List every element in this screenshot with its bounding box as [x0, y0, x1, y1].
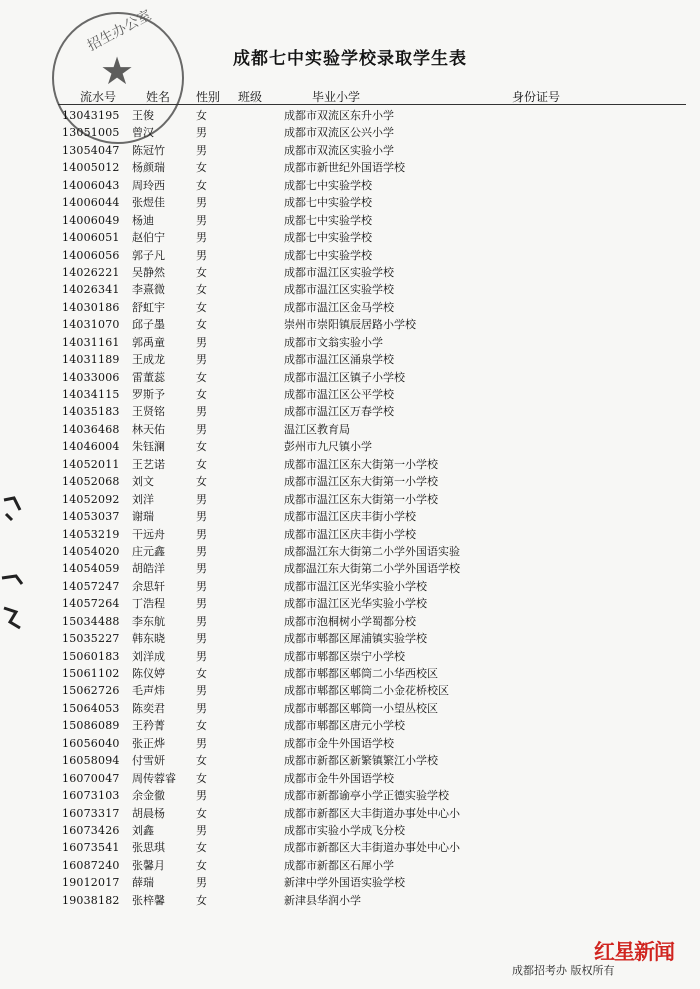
cell-name: 王矜菁 [132, 719, 165, 733]
table-row [0, 752, 700, 769]
cell-gender: 女 [196, 388, 207, 401]
cell-id: 19012017 [62, 876, 120, 890]
cell-school: 成都七中实验学校 [284, 178, 372, 192]
cell-gender: 男 [196, 422, 207, 436]
cell-name: 谢瑞 [132, 510, 154, 524]
cell-gender: 男 [196, 876, 207, 890]
table-row [0, 421, 700, 438]
cell-school: 成都市双流区实验小学 [284, 143, 394, 157]
cell-name: 王俊 [132, 109, 154, 122]
cell-id: 14006049 [62, 213, 120, 227]
table-row [0, 717, 700, 734]
cell-id: 13051005 [62, 126, 120, 140]
cell-gender: 男 [196, 597, 207, 611]
cell-id: 19038182 [62, 893, 120, 907]
cell-id: 14006044 [62, 196, 120, 210]
cell-school: 成都七中实验学校 [284, 196, 372, 210]
table-row [0, 508, 700, 525]
cell-school: 成都市郫都区郫筒一小望丛校区 [284, 701, 438, 715]
cell-name: 朱钰澜 [132, 440, 165, 454]
table-row [0, 194, 700, 211]
cell-name: 李熹微 [132, 283, 165, 297]
cell-id: 15064053 [62, 701, 120, 715]
table-row [0, 595, 700, 612]
cell-gender: 女 [196, 370, 207, 384]
cell-id: 15060183 [62, 649, 120, 663]
table-row [0, 456, 700, 473]
cell-gender: 男 [196, 789, 207, 803]
cell-id: 14036468 [62, 422, 120, 436]
cell-gender: 女 [196, 771, 207, 785]
cell-id: 16058094 [62, 754, 120, 768]
cell-gender: 男 [196, 126, 207, 140]
cell-gender: 男 [196, 492, 207, 506]
table-row [0, 874, 700, 891]
cell-name: 张思琪 [132, 841, 165, 855]
cell-name: 郭子凡 [132, 248, 165, 262]
cell-id: 14031161 [62, 335, 120, 349]
cell-name: 张正烨 [132, 736, 165, 750]
cell-school: 成都七中实验学校 [284, 248, 372, 262]
cell-gender: 男 [196, 143, 207, 157]
cell-name: 胡晨杨 [132, 806, 165, 820]
cell-school: 成都市新世纪外国语学校 [284, 161, 405, 175]
cell-school: 成都市郫都区犀浦镇实验学校 [284, 632, 427, 646]
cell-id: 14034115 [62, 388, 120, 401]
cell-school: 成都市双流区东升小学 [284, 109, 394, 122]
cell-gender: 男 [196, 562, 207, 576]
table-row [0, 613, 700, 630]
cell-id: 15035227 [62, 632, 120, 646]
table-row [0, 735, 700, 752]
cell-gender: 女 [196, 265, 207, 279]
cell-name: 刘洋成 [132, 649, 165, 663]
table-row [0, 700, 700, 717]
cell-school: 成都七中实验学校 [284, 213, 372, 227]
table-row [0, 351, 700, 368]
cell-gender: 男 [196, 527, 207, 541]
cell-school: 成都市郫都区郫筒二小金花桥校区 [284, 684, 449, 698]
cell-id: 14052011 [62, 457, 120, 471]
cell-school: 成都市泡桐树小学蜀都分校 [284, 614, 416, 628]
cell-id: 16073103 [62, 789, 120, 803]
student-table [0, 107, 700, 909]
header-class: 班级 [238, 90, 263, 104]
cell-school: 成都市郫都区郫筒二小华西校区 [284, 667, 438, 680]
cell-name: 陈仪婷 [132, 667, 165, 680]
cell-school: 成都市温江区万春学校 [284, 405, 394, 419]
cell-gender: 女 [196, 475, 207, 489]
cell-school: 崇州市崇阳镇辰居路小学校 [284, 318, 416, 332]
cell-id: 14005012 [62, 161, 120, 175]
cell-name: 王艺诺 [132, 457, 165, 471]
cell-name: 舒虹宇 [132, 300, 165, 314]
cell-name: 陈奕君 [132, 701, 165, 715]
cell-school: 成都市双流区公兴小学 [284, 126, 394, 140]
cell-school: 成都七中实验学校 [284, 231, 372, 245]
cell-school: 成都市郫都区唐元小学校 [284, 719, 405, 733]
table-row [0, 822, 700, 839]
cell-school: 成都温江东大街第二小学外国语实验 [284, 544, 460, 558]
cell-gender: 女 [196, 283, 207, 297]
cell-id: 14052092 [62, 492, 120, 506]
cell-name: 雷董蕊 [132, 370, 165, 384]
table-header [0, 86, 700, 106]
seal-star-icon: ★ [100, 49, 135, 93]
cell-id: 14046004 [62, 440, 120, 454]
cell-name: 余金徹 [132, 789, 165, 803]
cell-id: 16087240 [62, 858, 120, 872]
cell-name: 庄元鑫 [132, 544, 165, 558]
table-row [0, 805, 700, 822]
cell-school: 成都市温江区庆丰街小学校 [284, 510, 416, 524]
cell-school: 成都市温江区镇子小学校 [284, 370, 405, 384]
table-row [0, 334, 700, 351]
cell-gender: 男 [196, 544, 207, 558]
cell-school: 成都市温江区公平学校 [284, 388, 394, 401]
cell-school: 成都市温江区金马学校 [284, 300, 394, 314]
cell-name: 韩东晓 [132, 632, 165, 646]
cell-name: 王成龙 [132, 353, 165, 367]
cell-id: 15062726 [62, 684, 120, 698]
table-row [0, 560, 700, 577]
table-row [0, 142, 700, 159]
table-row [0, 107, 700, 124]
cell-name: 余思轩 [132, 579, 165, 593]
cell-school: 成都市新都区新繁镇繁江小学校 [284, 754, 438, 768]
cell-id: 14057247 [62, 579, 120, 593]
cell-school: 成都市温江区涌泉学校 [284, 353, 394, 367]
cell-gender: 男 [196, 196, 207, 210]
table-row [0, 648, 700, 665]
cell-gender: 女 [196, 318, 207, 332]
table-row [0, 438, 700, 455]
cell-id: 14031070 [62, 318, 120, 332]
table-row [0, 403, 700, 420]
cell-name: 丁浩程 [132, 597, 165, 611]
cell-id: 15086089 [62, 719, 120, 733]
header-school: 毕业小学 [312, 90, 361, 104]
cell-id: 14054020 [62, 544, 120, 558]
header-divider [58, 104, 686, 105]
cell-school: 成都市温江区东大街第一小学校 [284, 475, 438, 489]
cell-name: 干远舟 [132, 527, 165, 541]
cell-gender: 男 [196, 335, 207, 349]
cell-name: 曾汉 [132, 126, 154, 140]
cell-id: 14006051 [62, 231, 120, 245]
cell-gender: 男 [196, 684, 207, 698]
seal-text: 招生办公室 [84, 7, 155, 55]
cell-school: 成都市文翁实验小学 [284, 335, 383, 349]
cell-id: 16070047 [62, 771, 120, 785]
table-row [0, 386, 700, 403]
table-row [0, 264, 700, 281]
cell-school: 成都市实验小学成飞分校 [284, 823, 405, 837]
cell-id: 14031189 [62, 353, 120, 367]
cell-gender: 男 [196, 213, 207, 227]
cell-id: 16073541 [62, 841, 120, 855]
cell-name: 邱子墨 [132, 318, 165, 332]
page-title: 成都七中实验学校录取学生表 [233, 49, 467, 69]
scan-edge-marks [0, 480, 26, 670]
cell-school: 成都市温江区东大街第一小学校 [284, 457, 438, 471]
cell-school: 成都市新都谕亭小学正德实验学校 [284, 789, 449, 803]
cell-gender: 男 [196, 579, 207, 593]
table-row [0, 630, 700, 647]
cell-id: 13043195 [62, 109, 120, 122]
table-row [0, 247, 700, 264]
cell-gender: 女 [196, 161, 207, 175]
cell-name: 付雪妍 [132, 754, 165, 768]
header-name: 姓名 [146, 90, 171, 104]
cell-id: 14057264 [62, 597, 120, 611]
cell-gender: 女 [196, 719, 207, 733]
table-row [0, 177, 700, 194]
cell-school: 温江区教育局 [284, 422, 350, 436]
cell-id: 14052068 [62, 475, 120, 489]
table-row [0, 526, 700, 543]
cell-gender: 男 [196, 405, 207, 419]
cell-name: 赵伯宁 [132, 231, 165, 245]
cell-id: 13054047 [62, 143, 120, 157]
cell-name: 李东航 [132, 614, 165, 628]
cell-school: 成都市温江区庆丰街小学校 [284, 527, 416, 541]
cell-id: 14033006 [62, 370, 120, 384]
table-row [0, 491, 700, 508]
cell-school: 成都市温江区实验学校 [284, 283, 394, 297]
cell-id: 14053219 [62, 527, 120, 541]
cell-name: 薛瑞 [132, 876, 154, 890]
table-row [0, 892, 700, 909]
cell-gender: 女 [196, 457, 207, 471]
cell-id: 14026341 [62, 283, 120, 297]
cell-school: 成都市金牛外国语学校 [284, 771, 394, 785]
cell-name: 张煜佳 [132, 196, 165, 210]
cell-gender: 女 [196, 806, 207, 820]
cell-school: 成都市温江区东大街第一小学校 [284, 492, 438, 506]
cell-gender: 男 [196, 736, 207, 750]
cell-gender: 女 [196, 858, 207, 872]
cell-name: 杨颜瑞 [132, 161, 165, 175]
cell-school: 新津县华润小学 [284, 893, 361, 907]
cell-id: 14035183 [62, 405, 120, 419]
table-row [0, 770, 700, 787]
table-row [0, 787, 700, 804]
cell-name: 张梓馨 [132, 893, 165, 907]
cell-id: 15034488 [62, 614, 120, 628]
cell-gender: 男 [196, 353, 207, 367]
cell-gender: 男 [196, 823, 207, 837]
cell-school: 成都市新都区大丰街道办事处中心小 [284, 841, 460, 855]
cell-id: 14030186 [62, 300, 120, 314]
cell-gender: 男 [196, 649, 207, 663]
table-row [0, 857, 700, 874]
cell-gender: 男 [196, 632, 207, 646]
cell-school: 成都市新都区大丰街道办事处中心小 [284, 806, 460, 820]
news-watermark-logo: 红星新闻 [594, 940, 674, 964]
cell-school: 成都市金牛外国语学校 [284, 736, 394, 750]
table-row [0, 299, 700, 316]
table-row [0, 124, 700, 141]
cell-name: 毛声炜 [132, 684, 165, 698]
header-idcard: 身份证号 [512, 90, 561, 104]
table-row [0, 578, 700, 595]
cell-gender: 男 [196, 614, 207, 628]
cell-id: 14053037 [62, 510, 120, 524]
cell-school: 彭州市九尺镇小学 [284, 440, 372, 454]
copyright-footer: 成都招考办 版权所有 [512, 964, 615, 977]
cell-gender: 女 [196, 893, 207, 907]
cell-id: 14006043 [62, 178, 120, 192]
cell-school: 新津中学外国语实验学校 [284, 876, 405, 890]
cell-name: 周玲西 [132, 178, 165, 192]
table-row [0, 369, 700, 386]
cell-school: 成都市温江区光华实验小学校 [284, 579, 427, 593]
cell-name: 刘洋 [132, 492, 154, 506]
cell-id: 16073317 [62, 806, 120, 820]
table-row [0, 316, 700, 333]
cell-id: 14026221 [62, 265, 120, 279]
cell-name: 王贤铭 [132, 405, 165, 419]
cell-id: 14006056 [62, 248, 120, 262]
cell-gender: 男 [196, 701, 207, 715]
cell-name: 郭禹童 [132, 335, 165, 349]
table-row [0, 839, 700, 856]
cell-name: 刘鑫 [132, 823, 154, 837]
table-row [0, 473, 700, 490]
cell-id: 16073426 [62, 823, 120, 837]
cell-name: 林天佑 [132, 422, 165, 436]
cell-gender: 女 [196, 440, 207, 454]
cell-gender: 女 [196, 178, 207, 192]
cell-id: 15061102 [62, 667, 120, 680]
cell-id: 14054059 [62, 562, 120, 576]
cell-gender: 女 [196, 300, 207, 314]
cell-gender: 男 [196, 510, 207, 524]
cell-gender: 女 [196, 841, 207, 855]
cell-school: 成都市温江区实验学校 [284, 265, 394, 279]
cell-name: 陈冠竹 [132, 143, 165, 157]
table-row [0, 159, 700, 176]
table-row [0, 665, 700, 682]
cell-school: 成都市新都区石犀小学 [284, 858, 394, 872]
cell-gender: 男 [196, 231, 207, 245]
header-gender: 性别 [196, 90, 221, 104]
cell-name: 刘文 [132, 475, 154, 489]
cell-gender: 女 [196, 667, 207, 680]
cell-name: 胡皓洋 [132, 562, 165, 576]
cell-gender: 男 [196, 248, 207, 262]
cell-name: 周传蓉睿 [132, 771, 176, 785]
table-row [0, 281, 700, 298]
cell-name: 杨迪 [132, 213, 154, 227]
cell-name: 罗斯予 [132, 388, 165, 401]
cell-name: 张馨月 [132, 858, 165, 872]
header-id: 流水号 [80, 90, 117, 104]
cell-gender: 女 [196, 109, 207, 122]
cell-name: 吴静然 [132, 265, 165, 279]
cell-id: 16056040 [62, 736, 120, 750]
table-row [0, 229, 700, 246]
cell-school: 成都市郫都区崇宁小学校 [284, 649, 405, 663]
cell-gender: 女 [196, 754, 207, 768]
cell-school: 成都市温江区光华实验小学校 [284, 597, 427, 611]
table-row [0, 543, 700, 560]
table-row [0, 212, 700, 229]
cell-school: 成都温江东大街第二小学外国语学校 [284, 562, 460, 576]
table-row [0, 682, 700, 699]
